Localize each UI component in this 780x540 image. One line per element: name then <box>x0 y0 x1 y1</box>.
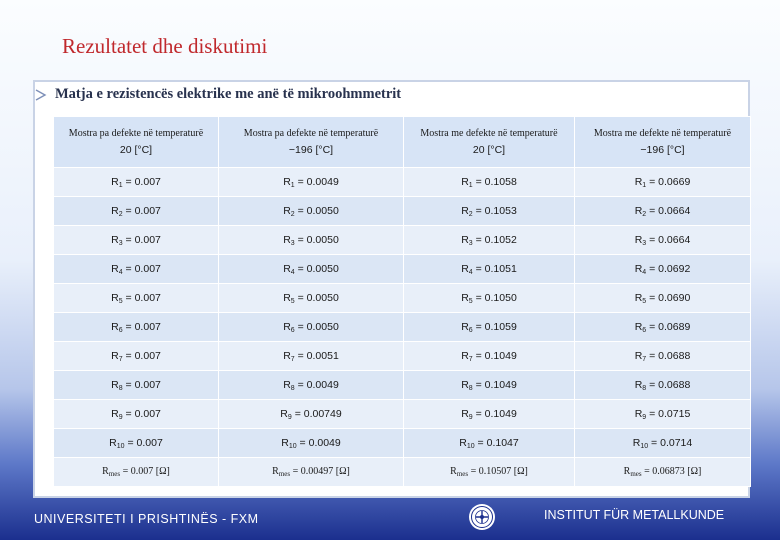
table-cell: $R_9 = 0.1049$ <box>404 400 575 429</box>
table-row <box>54 371 751 400</box>
footer-institute: INSTITUT FÜR METALLKUNDE <box>544 508 725 522</box>
table-cell: $R_4 = 0.0050$ <box>219 255 404 284</box>
table-cell: $R_7 = 0.0688$ <box>575 342 751 371</box>
table-cell: $R_3 = 0.1052$ <box>404 226 575 255</box>
table-cell: $R_{10} = 0.1047$ <box>404 429 575 458</box>
column-header: Mostra pa defekte në temperaturë −196 [°C] <box>219 117 404 168</box>
table-cell: $R_5 = 0.007$ <box>54 284 219 313</box>
table-cell: $R_3 = 0.007$ <box>54 226 219 255</box>
column-header: Mostra pa defekte në temperaturë 20 [°C] <box>54 117 219 168</box>
table-cell: $R_{mes} = 0.06873$ [Ω] <box>575 458 751 487</box>
table-cell: $R_1 = 0.1058$ <box>404 168 575 197</box>
table-cell: $R_9 = 0.007$ <box>54 400 219 429</box>
table-cell: $R_2 = 0.0664$ <box>575 197 751 226</box>
table-header-row <box>54 117 751 168</box>
footer-university: UNIVERSITETI I PRISHTINËS - FXM <box>34 512 259 526</box>
section-heading <box>35 86 401 103</box>
table-cell: $R_3 = 0.0664$ <box>575 226 751 255</box>
table-cell: $R_1 = 0.0669$ <box>575 168 751 197</box>
table-cell: $R_7 = 0.0051$ <box>219 342 404 371</box>
column-header: Mostra me defekte në temperaturë −196 [°C] <box>575 117 751 168</box>
table-cell: $R_6 = 0.007$ <box>54 313 219 342</box>
table-row <box>54 197 751 226</box>
table-row <box>54 458 751 487</box>
table-cell: $R_9 = 0.0715$ <box>575 400 751 429</box>
table-row <box>54 429 751 458</box>
table-cell: $R_7 = 0.1049$ <box>404 342 575 371</box>
table-cell: $R_2 = 0.007$ <box>54 197 219 226</box>
table-cell: $R_{10} = 0.0714$ <box>575 429 751 458</box>
table-cell: $R_6 = 0.0689$ <box>575 313 751 342</box>
table-cell: $R_4 = 0.0692$ <box>575 255 751 284</box>
table-cell: $R_6 = 0.1059$ <box>404 313 575 342</box>
table-cell: $R_{mes} = 0.00497$ [Ω] <box>219 458 404 487</box>
table-cell: $R_4 = 0.1051$ <box>404 255 575 284</box>
table-cell: $R_5 = 0.1050$ <box>404 284 575 313</box>
section-heading-text: Matja e rezistencës elektrike me anë të mikroohmmetrit <box>55 86 402 102</box>
resistance-table <box>53 116 751 487</box>
table-cell: $R_{10} = 0.0049$ <box>219 429 404 458</box>
table-cell: $R_2 = 0.1053$ <box>404 197 575 226</box>
table-row <box>54 255 751 284</box>
table-body <box>54 168 751 487</box>
table-cell: $R_4 = 0.007$ <box>54 255 219 284</box>
table-cell: $R_8 = 0.0688$ <box>575 371 751 400</box>
table-cell: $R_{mes} = 0.007$ [Ω] <box>54 458 219 487</box>
table-row <box>54 342 751 371</box>
table-row <box>54 313 751 342</box>
table-row <box>54 284 751 313</box>
table-cell: $R_1 = 0.007$ <box>54 168 219 197</box>
university-seal-icon <box>468 503 496 531</box>
table-cell: $R_8 = 0.007$ <box>54 371 219 400</box>
table-cell: $R_3 = 0.0050$ <box>219 226 404 255</box>
arrow-bullet-icon <box>35 89 47 101</box>
table-cell: $R_2 = 0.0050$ <box>219 197 404 226</box>
column-header: Mostra me defekte në temperaturë 20 [°C] <box>404 117 575 168</box>
table-cell: $R_9 = 0.00749$ <box>219 400 404 429</box>
table-cell: $R_8 = 0.1049$ <box>404 371 575 400</box>
table-cell: $R_{10} = 0.007$ <box>54 429 219 458</box>
table-row <box>54 168 751 197</box>
table-cell: $R_5 = 0.0050$ <box>219 284 404 313</box>
table-cell: $R_{mes} = 0.10507$ [Ω] <box>404 458 575 487</box>
table-row <box>54 226 751 255</box>
table-cell: $R_6 = 0.0050$ <box>219 313 404 342</box>
table-cell: $R_7 = 0.007$ <box>54 342 219 371</box>
slide-title: Rezultatet dhe diskutimi <box>62 34 268 58</box>
table-row <box>54 400 751 429</box>
table-cell: $R_5 = 0.0690$ <box>575 284 751 313</box>
table-cell: $R_1 = 0.0049$ <box>219 168 404 197</box>
table-cell: $R_8 = 0.0049$ <box>219 371 404 400</box>
